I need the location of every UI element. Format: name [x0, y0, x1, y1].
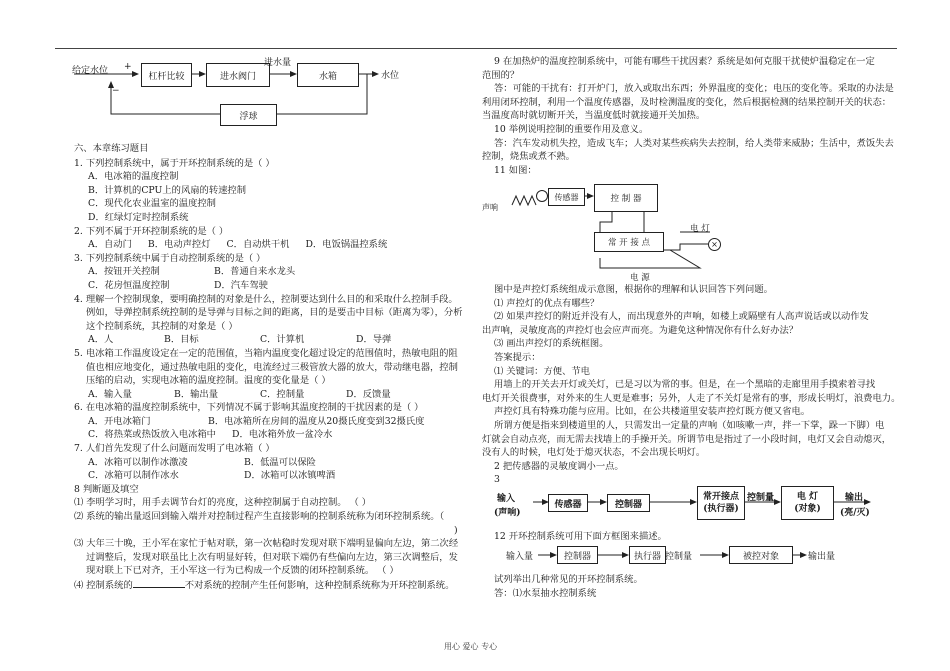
bd-sensor-box: 传感器: [548, 494, 588, 512]
q5-options: [74, 388, 474, 402]
q3-option: C．花房恒温度控制: [88, 279, 170, 291]
q5-option: A．输入量: [88, 388, 132, 400]
question-8-title: 8 判断题及填空: [74, 483, 139, 495]
question-2: 2. 下列不属于开环控制系统的是（ ）: [74, 225, 229, 237]
q7-option: C．冰箱可以制作冰水: [88, 470, 179, 482]
right-column-mid: [482, 283, 902, 487]
q2-option: D．电饭锅温控系统: [305, 239, 388, 251]
q11-2-line: ⑵ 如果声控灯的附近并没有人，而出现意外的声响，如楼上或隔壁有人高声说话或以动作发: [494, 311, 869, 323]
question-5-line: 5. 电冰箱工作温度设定在一定的范围值，当箱内温度变化超过设定的范围值时，热敏电阻的阻: [74, 347, 458, 359]
q1-option: B．计算机的CPU上的风扇的转速控制: [88, 184, 247, 196]
q7-option: B．低温可以保险: [244, 456, 316, 468]
question-5-line: 值也相应地变化，通过热敏电阻的变化，电流经过三极管放大器的放大，带动继电器，控制: [86, 361, 458, 373]
bd-switch-box: [697, 486, 745, 520]
answer-1b-line: 所谓方便是指来到楼道里的人，只需发出一定量的声响（如咳嗽一声，拌一下掌，跺一下脚）电: [494, 419, 885, 431]
question-10: 10 举例说明控制的重要作用及意义。: [494, 123, 649, 135]
inflow-label: 进水量: [264, 58, 292, 68]
question-7: 7. 人们首先发现了什么问题而发明了电冰箱（ ）: [74, 443, 275, 455]
q7-options-row1: [74, 456, 474, 470]
bd-lamp-top: 电 灯: [796, 492, 819, 502]
bd-output-bottom: (亮/灭): [840, 508, 870, 518]
answer-10-line: 答：汽车发动机失控，造成飞车；人类对某些疾病失去控制，给人类带来威胁；生活中，煮饭失去: [494, 137, 894, 149]
q2-options: [74, 238, 474, 252]
left-column: [74, 142, 474, 593]
question-8-3-line: ⑶ 大年三十晚，王小军在家忙于帖对联，第一次帖稳时发现对联下端明显偏向左边，第二次经: [74, 538, 459, 550]
question-1: 1. 下列控制系统中，属于开环控制系统的是（ ）: [74, 157, 275, 169]
q5-option: D．反馈量: [346, 388, 391, 400]
question-6: 6. 在电冰箱的温度控制系统中，下列情况不属于影响其温度控制的干扰因素的是（ ）: [74, 402, 424, 414]
question-8-3-line: 过调整后，发现对联虽比上次有明显好转，但对联下端仍有些偏向左边，第三次调整后，发: [86, 551, 458, 563]
bd-output-top: 输出: [845, 493, 864, 503]
q3-options-row1: [74, 265, 474, 279]
q8-4-post: 不对系统的控制产生任何影响，这种控制系统称为开环控制系统。: [184, 580, 455, 591]
q6-option: B．电冰箱所在房间的温度从20摄氏度变到32摄氏度: [208, 415, 425, 427]
answer-10-line: 控制，烧焦或煮不熟。: [482, 151, 575, 163]
q12-answer: 答：⑴水泵抽水控制系统: [494, 587, 597, 599]
input-label: 给定水位: [72, 66, 109, 76]
lamp-icon: ×: [708, 238, 721, 251]
tank-box: 水箱: [297, 63, 359, 87]
q7-options-row2: [74, 469, 474, 483]
inlet-valve-box: 进水阀门: [206, 63, 270, 87]
power-label-11: 电 源: [630, 273, 650, 283]
d12-input: 输入量: [506, 552, 534, 562]
sensor-icon: [536, 190, 548, 202]
answer-9-line: 利用闭环控制，利用一个温度传感器，及时检测温度的变化，然后根据检测的结果控制开关的状态：: [482, 96, 892, 108]
d12-ctrl-qty: 控制量: [665, 552, 693, 562]
d12-object-box: 被控对象: [729, 546, 793, 564]
q12-block: [482, 530, 902, 544]
question-9-line: 范围的？: [482, 69, 520, 81]
q7-option: A．冰箱可以制作冰激凌: [88, 456, 188, 468]
answer-hint: 答案提示：: [494, 351, 541, 363]
answer-1b-line: 没有人的时候，电灯处于熄灭状态，不会出现长明灯。: [482, 447, 706, 459]
answer-1b-line: 灯就会自动点亮，而无需去找墙上的手操开关。所谓节电是指过了一小段时间，电灯又会自动熄灭，: [482, 433, 892, 445]
q5-option: C．控制量: [260, 388, 305, 400]
q2-option: A．自动门: [88, 239, 132, 251]
q4-option: A．人: [88, 334, 114, 346]
d12-actuator-box: 执行器: [629, 546, 666, 564]
q6-options-row1: [74, 415, 474, 429]
q6-option: C．将热菜或热饭放入电冰箱中: [88, 429, 216, 441]
q1-option: C．现代化农业温室的温度控制: [88, 198, 216, 210]
question-8-3-line: 现对联上下已对齐，王小军这一行为已构成一个反馈的闭环控制系统。 （ ）: [86, 565, 399, 577]
answer-2: 2 把传感器的灵敏度调小一点。: [494, 460, 624, 472]
question-4-line: 这个控制系统，其控制的对象是（ ）: [86, 320, 238, 332]
lamp-label-11: 电 灯: [690, 224, 710, 234]
q3-option: A．按钮开关控制: [88, 266, 160, 278]
q6-options-row2: [74, 428, 474, 442]
q4-option: C．计算机: [260, 334, 305, 346]
right-column-top: [482, 55, 902, 177]
plus-sign: +: [124, 62, 132, 72]
switch-box-11: 常 开 接 点: [594, 232, 664, 252]
q12-text: 试列举出几种常见的开环控制系统。: [494, 574, 643, 585]
q12-tail: [482, 573, 902, 600]
bd-lamp-bottom: (对象): [794, 504, 821, 514]
q1-option: A．电冰箱的温度控制: [88, 171, 179, 183]
bd-switch-top: 常开接点: [702, 492, 739, 502]
question-8-1: ⑴ 李明学习时，用手去调节台灯的亮度，这种控制属于自动控制。 （ ）: [74, 497, 372, 509]
q2-option: C．自动烘干机: [226, 239, 290, 251]
answer-9-line: 当温度高时就切断开关，当温度低时就接通开关加热。: [482, 110, 706, 122]
question-5-line: 压缩的启动，实现电冰箱的温度控制。温度的变化量是（ ）: [86, 375, 331, 387]
q1-option: D．红绿灯定时控制系统: [88, 211, 189, 223]
sensor-box-11: 传感器: [548, 188, 585, 206]
float-box: 浮球: [220, 104, 277, 126]
q11-3: ⑶ 画出声控灯的系统框图。: [494, 338, 609, 350]
question-12: 12 开环控制系统可用下面方框图来描述。: [494, 531, 667, 542]
lever-compare-box: 杠杆比较: [141, 63, 192, 87]
answer-9-line: 答：可能的干扰有：打开炉门，放入或取出东西；外界温度的变化；电压的变化等。采取的办法是: [494, 83, 894, 95]
q3-option: D．汽车驾驶: [214, 279, 268, 291]
question-8-2-line: ⑵ 系统的输出量返回到输入端并对控制过程产生直接影响的控制系统称为闭环控制系统。（: [74, 511, 445, 523]
q11-1: ⑴ 声控灯的优点有哪些？: [494, 297, 600, 309]
d12-output: 输出量: [808, 552, 836, 562]
question-3: 3. 下列控制系统中属于自动控制系统的是（ ）: [74, 252, 266, 264]
question-4-line: 例如，导弹控制系统控制的是导弹与目标之间的距离，目的是要击中目标（距离为零），分析: [86, 307, 463, 319]
q11-intro: 图中是声控灯系统组成示意图，根据你的理解和认识回答下列问题。: [494, 284, 773, 295]
q4-option: B．目标: [164, 334, 199, 346]
bd-ctrl-qty: 控制量: [747, 493, 775, 503]
q3-option: B．普通自来水龙头: [214, 266, 296, 278]
q3-options-row2: [74, 279, 474, 293]
question-8-4: [74, 578, 474, 593]
question-11: 11 如图：: [494, 164, 537, 176]
q4-option: D．导弹: [356, 334, 392, 346]
sound-label: 声响: [482, 203, 498, 212]
answer-3: 3: [494, 474, 500, 486]
fill-blank[interactable]: [133, 578, 185, 588]
q2-option: B．电动声控灯: [147, 239, 211, 251]
q11-2-line: 出声响，灵敏度高的声控灯也会应声而亮。为避免这种情况你有什么好办法？: [482, 324, 799, 336]
answer-1-line: 电灯开关很费事，对外来的生人更是难事；另外，人走了不关灯是常有的事，形成长明灯，浪费电力。: [482, 392, 901, 404]
answer-1-line: 用墙上的开关去开灯或关灯，已是习以为常的事。但是，在一个黑暗的走廊里用手摸索着寻找: [494, 379, 876, 391]
q5-option: B．输出量: [174, 388, 219, 400]
bd-lamp-box: [781, 486, 834, 520]
bd-switch-bottom: (执行器): [703, 504, 739, 514]
water-level-label: 水位: [381, 71, 400, 81]
controller-box-11: 控 制 器: [594, 184, 658, 212]
sound-wave: [512, 196, 536, 205]
question-8-2-line: ): [454, 524, 458, 536]
q4-options: [74, 333, 474, 347]
minus-sign: −: [112, 86, 120, 96]
bd-input-top: 输入: [497, 494, 516, 504]
question-4-line: 4. 理解一个控制现象，要明确控制的对象是什么，控制要达到什么目的和采取什么控制手段。: [74, 293, 458, 305]
answer-1: ⑴ 关键词：方便、节电: [494, 365, 590, 377]
section-title: 六、本章练习题目: [74, 143, 149, 154]
question-9-line: 9 在加热炉的温度控制系统中，可能有哪些干扰因素？系统是如何克服干扰使炉温稳定在一定: [494, 56, 875, 67]
q7-option: D．冰箱可以冰镇啤酒: [244, 470, 336, 482]
bd-controller-box: 控制器: [607, 494, 650, 512]
q6-option: A．开电冰箱门: [88, 415, 151, 427]
d12-controller-box: 控制器: [557, 546, 598, 564]
q6-option: D．电冰箱外放一盆冷水: [231, 429, 333, 441]
q8-4-pre: ⑷ 控制系统的: [74, 580, 133, 591]
answer-1-line: 声控灯具有特殊功能与应用。比如，在公共楼道里安装声控灯既方便又省电。: [494, 406, 811, 418]
bd-input-bottom: (声响): [494, 508, 521, 518]
page-footer: 用心 爱心 专心: [444, 642, 498, 651]
